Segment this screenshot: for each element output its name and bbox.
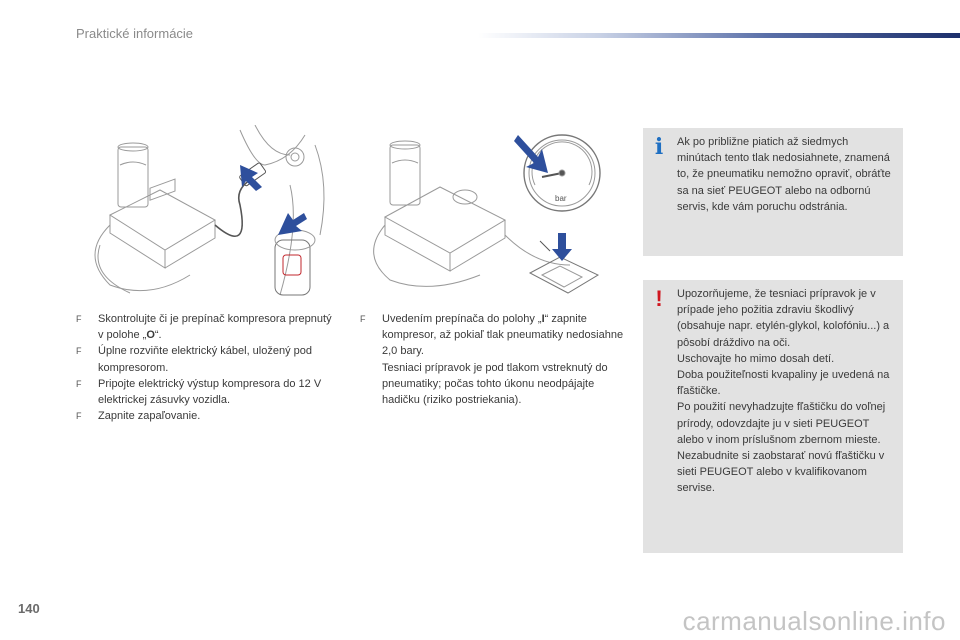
step-text: Skontrolujte či je prepínač kompresora prepnutý v polohe „: [98, 313, 332, 342]
info-text: Ak po približne piatich až siedmych minútach tento tlak nedosiahnete, znamená to, že pneumatiku nemožno opraviť, obráťte sa na sieť PEUGEOT alebo na odbornú servis, kde vám poruchu odstránia.: [677, 136, 891, 213]
warning-paragraph: Uschovajte ho mimo dosah detí.: [677, 352, 835, 365]
bullet-marker: F: [76, 314, 82, 324]
compressor-plug-illustration: [90, 125, 335, 300]
page-header-title: Praktické informácie: [76, 26, 194, 41]
compressor-pressure-gauge-illustration: [370, 125, 615, 300]
warning-icon: !: [655, 286, 663, 311]
warning-paragraph: Doba použiteľnosti kvapaliny je uvedená na fľaštičke.: [677, 369, 890, 398]
step-text: Zapnite zapaľovanie.: [98, 410, 201, 423]
bullet-marker: F: [360, 314, 366, 324]
info-box: [643, 128, 903, 256]
warning-text: [677, 286, 895, 497]
watermark: carmanualsonline.info: [682, 606, 946, 636]
switch-position-o: O: [146, 329, 155, 342]
instructions-column-1: [76, 311, 336, 424]
step-text-extra: Tesniaci prípravok je pod tlakom vstreknutý do pneumatiky; počas tohto úkonu neodpájajte hadičku (riziko postriekania).: [382, 361, 608, 407]
bullet-marker: F: [76, 346, 82, 357]
info-icon: i: [654, 134, 664, 160]
step-item: [76, 408, 336, 424]
step-item: [76, 343, 336, 375]
bullet-marker: F: [76, 411, 82, 422]
step-text: Úplne rozviňte elektrický kábel, uložený pod kompresorom.: [98, 345, 313, 374]
header-gradient-bar: [478, 33, 960, 38]
warning-paragraph: Upozorňujeme, že tesniaci prípravok je v prípade jeho požitia zdraviu škodlivý (obsahuje napr. etylén-glykol, kolofóniu...) a pôsobí dráždivo na oči.: [677, 288, 890, 349]
gauge-unit-label: bar: [555, 194, 567, 203]
warning-paragraph: Po použití nevyhadzujte fľaštičku do voľnej prírody, odovzdajte ju v sieti PEUGEOT alebo v inom príslušnom zbernom mieste.: [677, 401, 886, 446]
step-text-end: “ zapnite kompresor, až pokiaľ tlak pneumatiky nedosiahne 2,0 bary.: [382, 313, 624, 358]
instructions-column-2: [360, 311, 625, 408]
bullet-marker: F: [76, 378, 82, 389]
step-text-end: “.: [154, 329, 162, 342]
step-text: Pripojte elektrický výstup kompresora do 12 V elektrickej zásuvky vozidla.: [98, 377, 322, 407]
step-text: Uvedením prepínača do polohy „: [382, 313, 542, 325]
step-item: [360, 311, 625, 408]
step-item: [76, 311, 336, 343]
page-number: 140: [18, 601, 40, 616]
step-item: [76, 376, 336, 408]
warning-box: [643, 280, 903, 553]
warning-paragraph: Nezabudnite si zaobstarať novú fľaštičku v sieti PEUGEOT alebo v kvalifikovanom servise.: [677, 450, 885, 495]
switch-position-i: I: [541, 313, 545, 325]
